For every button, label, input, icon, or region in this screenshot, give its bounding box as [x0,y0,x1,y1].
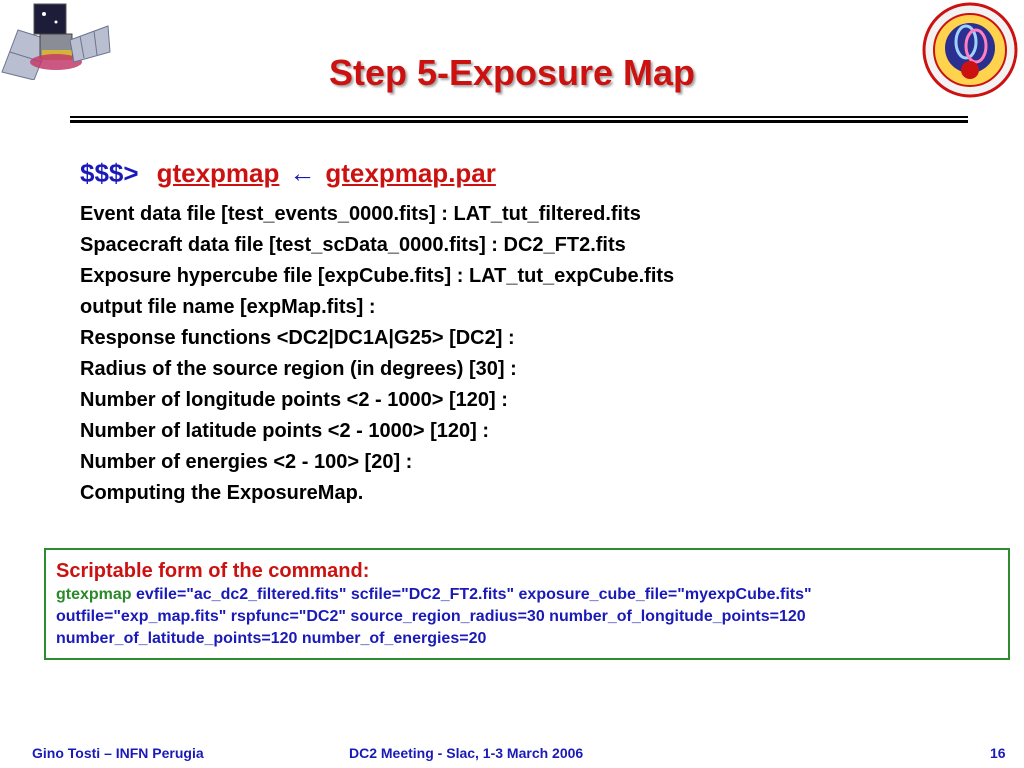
session-line: Number of latitude points <2 - 1000> [120] : [80,420,489,442]
left-arrow-icon: ← [289,158,316,188]
script-line-2: outfile="exp_map.fits" rspfunc="DC2" source_region_radius=30 number_of_longitude_points=120 [56,608,806,625]
session-line: Radius of the source region (in degrees) [30] : [80,358,517,380]
session-line: Number of energies <2 - 100> [20] : [80,451,413,473]
shell-prompt: $$$> [80,158,139,188]
session-line: Number of longitude points <2 - 1000> [120] : [80,389,508,411]
session-line: Exposure hypercube file [expCube.fits] : LAT_tut_expCube.fits [80,265,675,287]
footer-author: Gino Tosti – INFN Perugia [32,745,204,761]
session-line: Computing the ExposureMap. [80,482,364,504]
scriptable-command-box [44,548,1010,660]
script-args-1: evfile="ac_dc2_filtered.fits" scfile="DC2_FT2.fits" exposure_cube_file="myexpCube.fits" [131,586,812,603]
gtexpmap-par-link[interactable]: gtexpmap.par [325,158,496,188]
session-line: Event data file [test_events_0000.fits] : LAT_tut_filtered.fits [80,203,641,225]
script-command-name: gtexpmap [56,586,132,603]
script-line-1 [56,584,998,606]
title-divider-thick [70,120,968,123]
page-title: Step 5-Exposure Map [328,52,696,93]
gtexpmap-link[interactable]: gtexpmap [156,158,280,188]
script-line-3: number_of_latitude_points=120 number_of_energies=20 [56,630,487,647]
command-line [80,158,496,189]
session-line: Response functions <DC2|DC1A|G25> [DC2] : [80,327,515,349]
session-output [80,199,674,509]
script-box-heading: Scriptable form of the command: [56,560,370,582]
session-line: output file name [expMap.fits] : [80,296,376,318]
title-divider [70,116,968,118]
footer-meeting: DC2 Meeting - Slac, 1-3 March 2006 [349,745,584,761]
session-line: Spacecraft data file [test_scData_0000.fits] : DC2_FT2.fits [80,234,626,256]
script-command-text [56,584,998,650]
page-number: 16 [990,745,1006,761]
